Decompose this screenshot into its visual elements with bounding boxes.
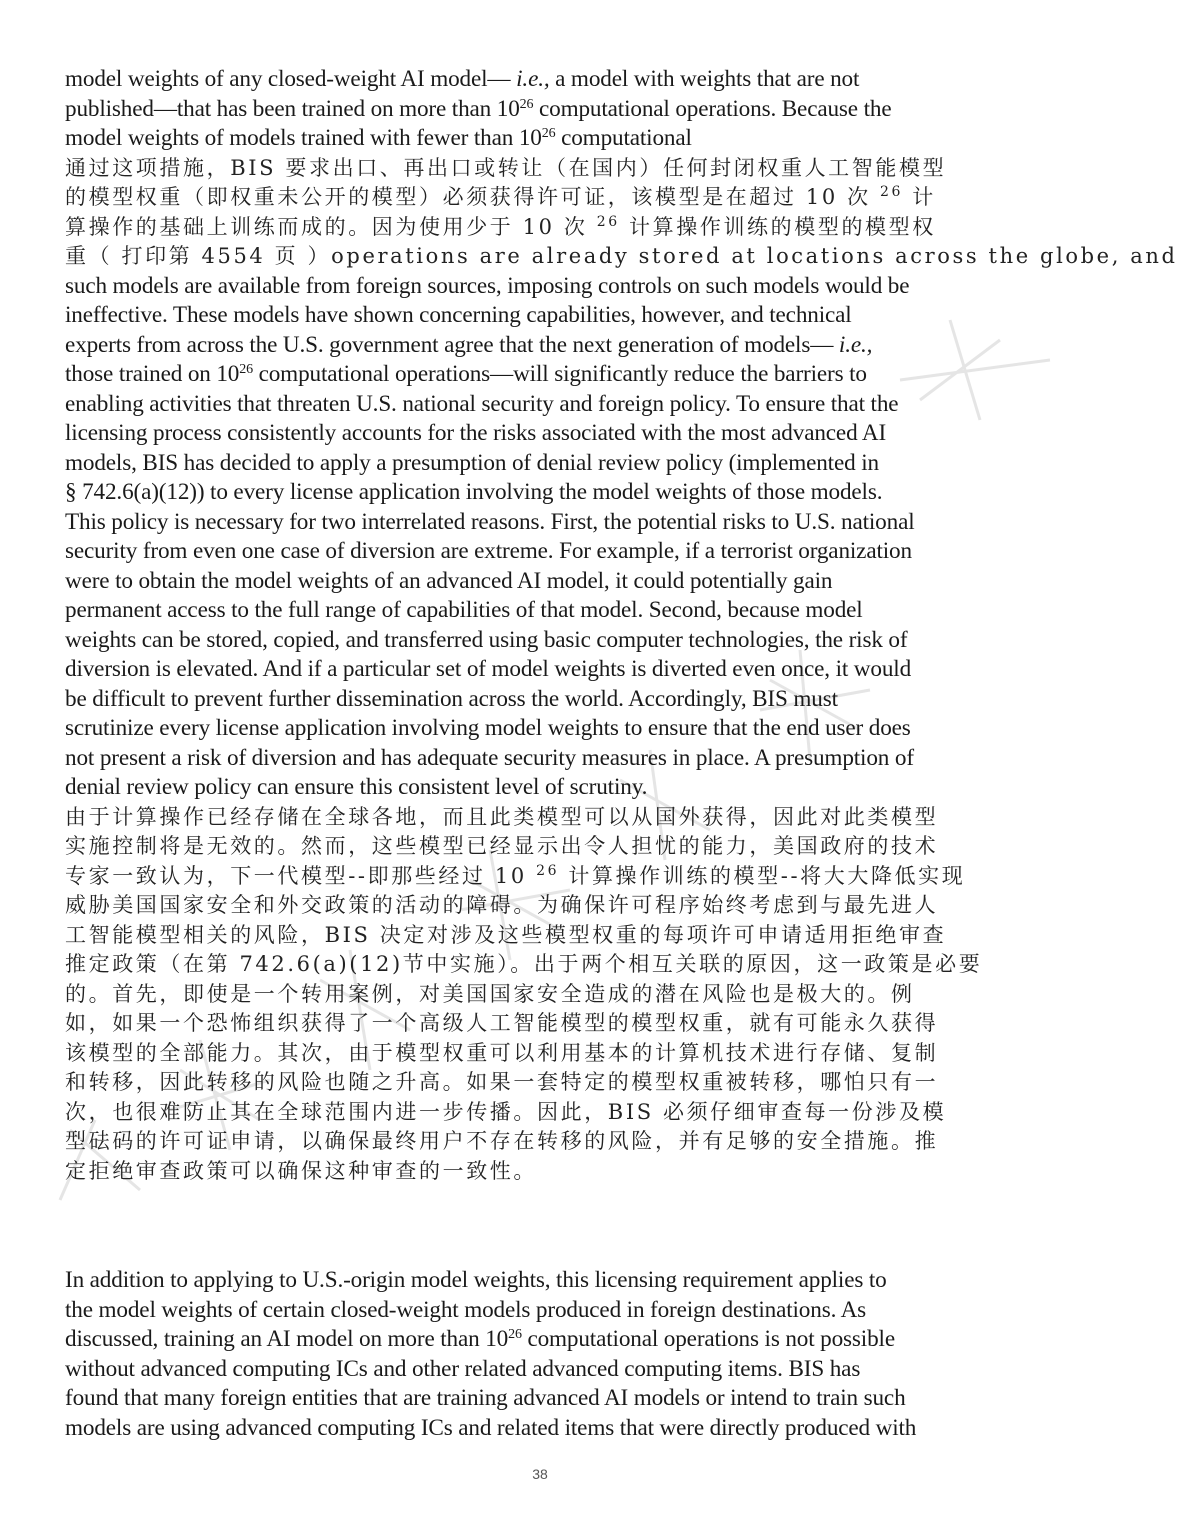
text-run: such models are available from foreign sources, imposing controls on such models would be — [65, 272, 910, 299]
chinese-text-line — [65, 1009, 1020, 1039]
text-run: enabling activities that threaten U.S. national security and foreign policy. To ensure that the — [65, 390, 899, 417]
chinese-text-line — [65, 1039, 1020, 1069]
chinese-text-run: 该模型的全部能力。其次，由于模型权重可以利用基本的计算机技术进行存储、复制 — [65, 1040, 939, 1065]
chinese-text-line — [65, 803, 1020, 833]
chinese-text-run: 威胁美国国家安全和外交政策的活动的障碍。为确保许可程序始终考虑到与最先进人 — [65, 893, 939, 917]
english-text-line — [65, 714, 1020, 744]
chinese-text-run: 通过这项措施，BIS 要求出口、再出口或转让（在国内）任何封闭权重人工智能模型 — [65, 155, 947, 180]
superscript-exponent: 26 — [541, 126, 556, 141]
page-number: 38 — [532, 1466, 548, 1482]
chinese-text-line — [65, 862, 1020, 892]
english-text-line — [65, 1384, 1020, 1414]
text-run: In addition to applying to U.S.-origin model weights, this licensing requirement applies to — [65, 1267, 887, 1293]
chinese-text-run: 定拒绝审查政策可以确保这种审查的一致性。 — [65, 1158, 537, 1183]
english-text-line — [65, 744, 1020, 774]
english-text-line — [65, 272, 1020, 302]
chinese-text-run: 计算操作训练的模型--将大大降低实现 — [559, 863, 966, 888]
text-run: discussed, training an AI model on more than 10 — [65, 1326, 509, 1352]
text-run: a model with weights that are not — [549, 66, 860, 92]
chinese-text-run: 算操作的基础上训练而成的。因为使用少于 10 次 — [65, 214, 597, 239]
chinese-text-run: 推定政策（在第 742.6(a)(12)节中实施）。出于两个相互关联的原因，这一政策是必要 — [65, 952, 983, 976]
text-run: security from even one case of diversion are extreme. For example, if a terrorist organization — [65, 538, 912, 564]
superscript-exponent: 26 — [596, 213, 620, 230]
english-text-line — [65, 1266, 1020, 1296]
chinese-text-run: 次，也很难防止其在全球范围内进一步传播。因此，BIS 必须仔细审查每一份涉及模 — [65, 1099, 947, 1124]
text-run: ineffective. These models have shown concerning capabilities, however, and technical — [65, 302, 852, 328]
chinese-text-line — [65, 980, 1020, 1010]
text-run: model weights of models trained with fewer than 10 — [65, 125, 542, 151]
chinese-text-run: 重（ 打印第 4554 页 ） — [65, 244, 332, 268]
chinese-text-run: 计算操作训练的模型的模型权 — [619, 214, 936, 239]
text-run: denial review policy can ensure this consistent level of scrutiny. — [65, 774, 648, 800]
text-run: published—that has been trained on more than 10 — [65, 95, 520, 122]
english-text-line — [65, 567, 1020, 597]
text-run: computational operations. Because the — [533, 95, 892, 122]
english-text-line — [65, 1325, 1020, 1355]
chinese-text-line — [65, 921, 1020, 951]
text-run: scrutinize every license application involving model weights to ensure that the end user does — [65, 715, 911, 741]
text-run: models, BIS has decided to apply a presumption of denial review policy (implemented in — [65, 449, 879, 476]
chinese-text-line — [65, 1098, 1020, 1128]
text-run: computational operations—will significantly reduce the barriers to — [252, 361, 867, 387]
chinese-text-line — [65, 1068, 1020, 1098]
text-run: This policy is necessary for two interrelated reasons. First, the potential risks to U.S. national — [65, 508, 915, 535]
english-text-line — [65, 508, 1020, 538]
superscript-exponent: 26 — [519, 96, 534, 112]
english-text-line — [65, 360, 1020, 390]
text-run: found that many foreign entities that are training advanced AI models or intend to train such — [65, 1385, 906, 1411]
chinese-text-line — [65, 950, 1020, 980]
chinese-text-line — [65, 183, 1020, 213]
text-run: experts from across the U.S. government agree that the next generation of models— — [65, 331, 839, 358]
text-run: licensing process consistently accounts for the risks associated with the most advanced AI — [65, 420, 887, 446]
english-text-line — [65, 449, 1020, 479]
main-text-block — [65, 65, 1178, 1186]
english-text-line — [65, 1355, 1020, 1385]
english-text-line — [65, 419, 1020, 449]
chinese-text-run: 的模型权重（即权重未公开的模型）必须获得许可证，该模型是在超过 10 次 — [65, 185, 880, 209]
text-run: models are using advanced computing ICs and related items that were directly produced with — [65, 1414, 917, 1441]
chinese-text-run: 如，如果一个恐怖组织获得了一个高级人工智能模型的模型权重，就有可能永久获得 — [65, 1011, 939, 1035]
english-text-line — [65, 655, 1020, 685]
text-run: model weights of any closed-weight AI model— — [65, 66, 517, 92]
english-text-line — [65, 331, 1020, 361]
chinese-text-run: 和转移，因此转移的风险也随之升高。如果一套特定的模型权重被转移，哪怕只有一 — [65, 1070, 939, 1094]
chinese-text-line — [65, 154, 1020, 184]
chinese-text-line — [65, 213, 1020, 243]
text-run: weights can be stored, copied, and transferred using basic computer technologies, the risk of — [65, 626, 908, 653]
english-text-line — [65, 1414, 1020, 1444]
text-run: be difficult to prevent further dissemination across the world. Accordingly, BIS must — [65, 685, 838, 712]
superscript-exponent: 26 — [239, 362, 253, 377]
chinese-text-run: 专家一致认为，下一代模型--即那些经过 10 — [65, 863, 537, 888]
superscript-exponent: 26 — [879, 184, 903, 200]
text-run: without advanced computing ICs and other related advanced computing items. BIS has — [65, 1355, 861, 1382]
english-text-line — [65, 478, 1020, 508]
english-text-line — [65, 537, 1020, 567]
text-run: § 742.6(a)(12)) to every license application involving the model weights of those models. — [65, 479, 883, 505]
english-text-line — [65, 65, 1020, 95]
text-run: computational operations is not possible — [521, 1326, 895, 1352]
text-run: not present a risk of diversion and has adequate security measures in place. A presumption of — [65, 744, 914, 771]
english-text-line — [65, 773, 1020, 803]
text-run: permanent access to the full range of capabilities of that model. Second, because model — [65, 597, 863, 623]
english-text-line — [65, 1296, 1020, 1326]
superscript-exponent: 26 — [536, 862, 560, 879]
english-text-line — [65, 95, 1020, 125]
english-text-line — [65, 124, 1020, 154]
english-text-line — [65, 390, 1020, 420]
english-text-line — [65, 685, 1020, 715]
chinese-text-run: 由于计算操作已经存储在全球各地，而且此类模型可以从国外获得，因此对此类模型 — [65, 804, 939, 829]
chinese-text-run: 计 — [902, 185, 936, 209]
italic-abbreviation: i.e., — [516, 66, 550, 92]
english-text-line — [65, 626, 1020, 656]
text-run: the model weights of certain closed-weight models produced in foreign destinations. As — [65, 1296, 867, 1323]
text-run: computational — [555, 125, 692, 151]
chinese-text-line — [65, 242, 1178, 272]
english-text-line — [65, 596, 1020, 626]
chinese-text-run: 实施控制将是无效的。然而，这些模型已经显示出令人担忧的能力，美国政府的技术 — [65, 834, 939, 858]
chinese-text-line — [65, 1157, 1020, 1187]
continuation-paragraph — [65, 1266, 1020, 1443]
superscript-exponent: 26 — [508, 1327, 522, 1342]
chinese-text-line — [65, 1127, 1020, 1157]
text-run: diversion is elevated. And if a particular set of model weights is diverted even once, it would — [65, 656, 912, 682]
chinese-text-run: 型砝码的许可证申请，以确保最终用户不存在转移的风险，并有足够的安全措施。推 — [65, 1129, 939, 1153]
chinese-text-line — [65, 832, 1020, 862]
text-run: those trained on 10 — [65, 361, 240, 387]
chinese-text-run: 工智能模型相关的风险，BIS 决定对涉及这些模型权重的每项许可申请适用拒绝审查 — [65, 922, 947, 947]
chinese-text-line — [65, 891, 1020, 921]
english-text-line — [65, 301, 1020, 331]
text-run: were to obtain the model weights of an advanced AI model, it could potentially gain — [65, 567, 833, 594]
italic-abbreviation: i.e., — [838, 331, 873, 358]
text-run: operations are already stored at locations across the globe, and — [331, 244, 1178, 268]
chinese-text-run: 的。首先，即使是一个转用案例，对美国国家安全造成的潜在风险也是极大的。例 — [65, 981, 915, 1006]
